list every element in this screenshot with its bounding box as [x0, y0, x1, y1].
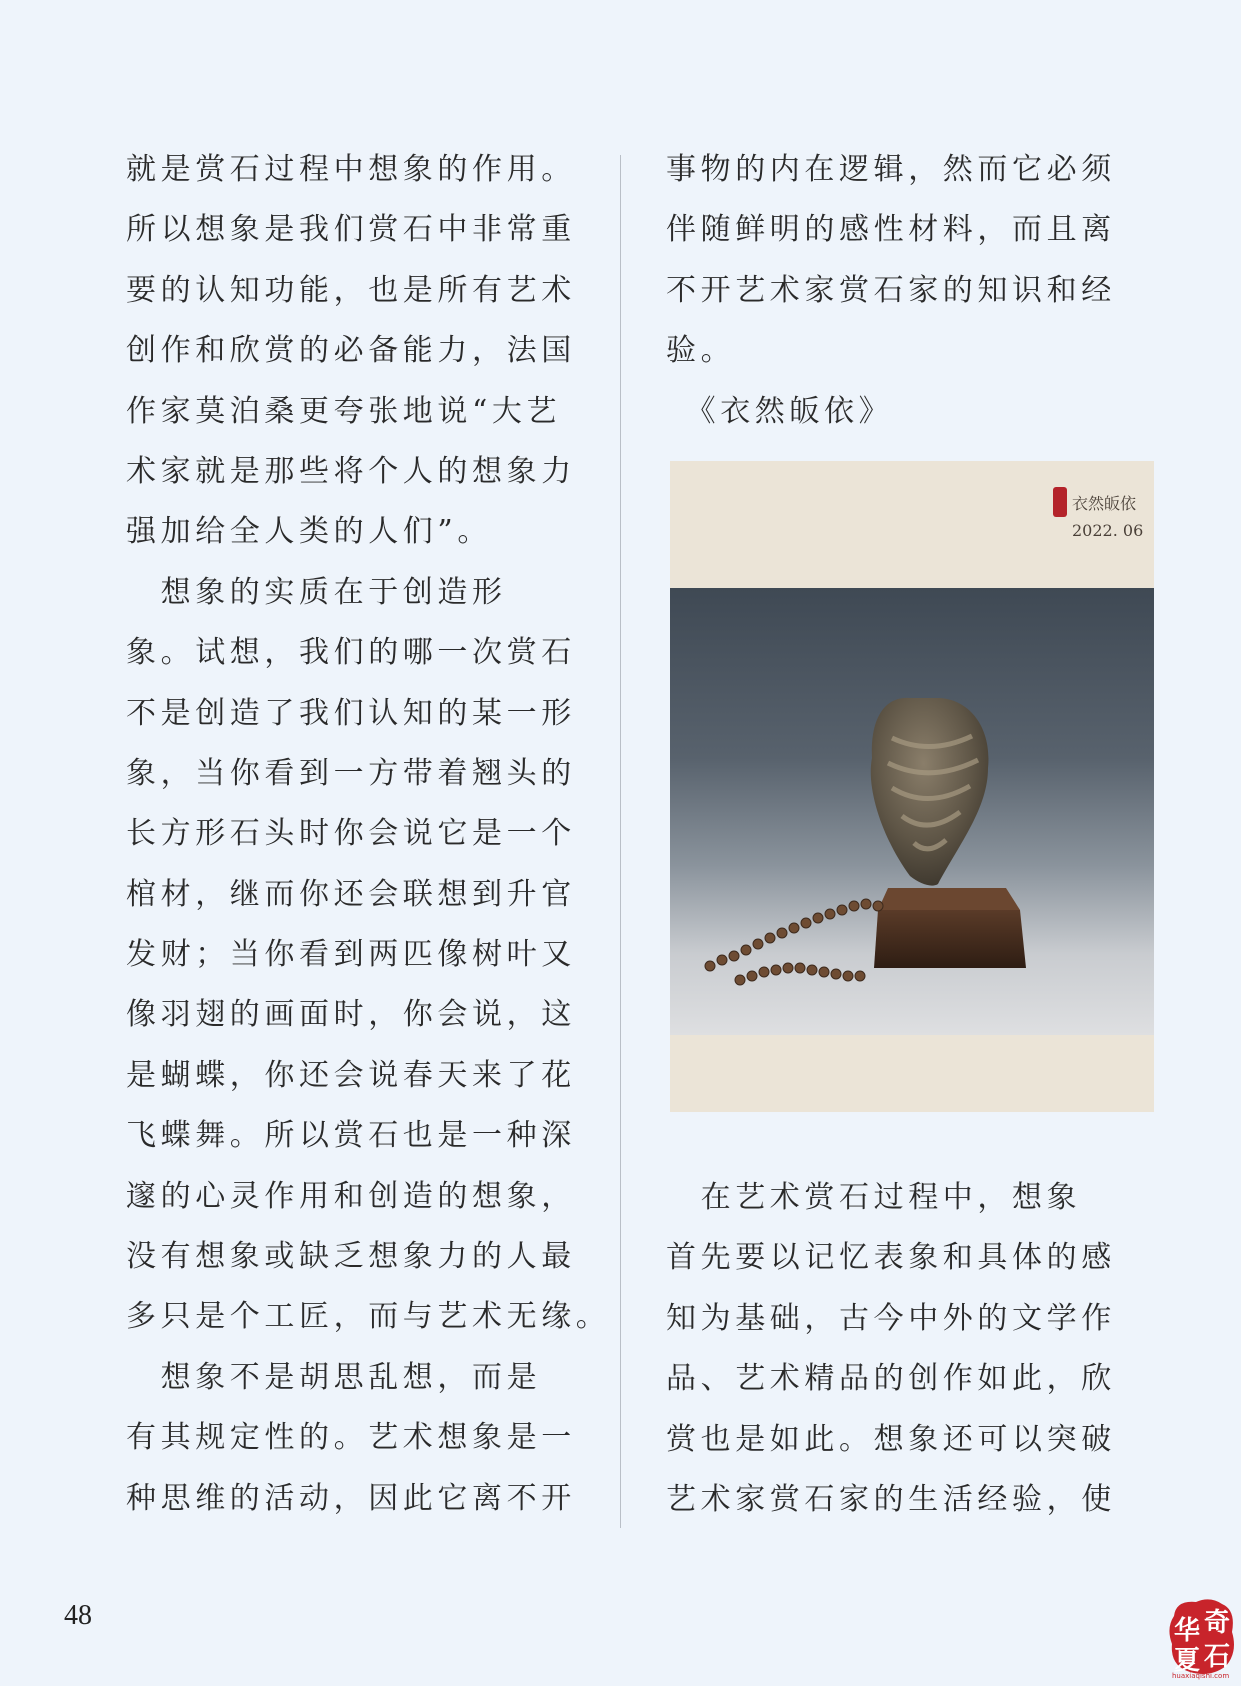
- left-column: [126, 140, 611, 1529]
- photo-image: [670, 588, 1154, 1035]
- text-line: 种思维的活动，因此它离不开: [126, 1480, 576, 1516]
- text-line: 不开艺术家赏石家的知识和经: [666, 272, 1116, 308]
- logo-char-1: 华: [1174, 1616, 1201, 1646]
- page-number: 48: [64, 1600, 92, 1631]
- text-line: 在艺术赏石过程中，想象: [666, 1180, 1082, 1215]
- text-line: 验。: [666, 333, 736, 369]
- text-line: 没有想象或缺乏想象力的人最: [126, 1239, 576, 1275]
- text-line: 创作和欣赏的必备能力，法国: [126, 333, 576, 369]
- text-line: 《衣然皈依》: [666, 393, 894, 429]
- right-column-bottom: [666, 1168, 1136, 1530]
- text-line: 想象不是胡思乱想，而是: [126, 1359, 542, 1395]
- logo-char-3: 夏: [1174, 1646, 1201, 1676]
- text-line: 是蝴蝶，你还会说春天来了花: [126, 1057, 576, 1093]
- text-line: 有其规定性的。艺术想象是一: [126, 1420, 576, 1456]
- text-line: 强加给全人类的人们”。: [126, 514, 492, 550]
- text-line: 知为基础，古今中外的文学作: [666, 1300, 1116, 1336]
- text-line: 不是创造了我们认知的某一形: [126, 695, 576, 731]
- text-line: 象。试想，我们的哪一次赏石: [126, 635, 576, 671]
- text-line: 品、艺术精品的创作如此，欣: [666, 1361, 1116, 1397]
- text-line: 想象的实质在于创造形: [126, 574, 507, 610]
- text-line: 作家莫泊桑更夸张地说“大艺: [126, 393, 562, 429]
- site-logo: [1166, 1596, 1238, 1682]
- logo-url: huaxiaqishi.com: [1172, 1672, 1230, 1680]
- text-line: 所以想象是我们赏石中非常重: [126, 212, 576, 248]
- text-line: 事物的内在逻辑，然而它必须: [666, 152, 1116, 187]
- text-line: 邃的心灵作用和创造的想象，: [126, 1178, 576, 1214]
- text-line: 伴随鲜明的感性材料，而且离: [666, 212, 1116, 248]
- text-line: 像羽翅的画面时，你会说，这: [126, 997, 576, 1033]
- text-line: 发财；当你看到两匹像树叶又: [126, 937, 576, 973]
- column-divider: [620, 155, 621, 1528]
- red-seal-icon: [1053, 487, 1067, 517]
- logo-char-4: 石: [1204, 1642, 1231, 1672]
- logo-char-2: 奇: [1204, 1608, 1231, 1638]
- text-line: 首先要以记忆表象和具体的感: [666, 1240, 1116, 1276]
- text-line: 飞蝶舞。所以赏石也是一种深: [126, 1118, 576, 1154]
- text-line: 象，当你看到一方带着翘头的: [126, 755, 576, 791]
- text-line: 要的认知功能，也是所有艺术: [126, 272, 576, 308]
- right-column-top: [666, 140, 1136, 442]
- photo-title: 衣然皈依: [1072, 494, 1137, 513]
- text-line: 多只是个工匠，而与艺术无缘。: [126, 1299, 611, 1335]
- text-line: 赏也是如此。想象还可以突破: [666, 1421, 1116, 1457]
- text-line: 棺材，继而你还会联想到升官: [126, 876, 576, 912]
- text-line: 就是赏石过程中想象的作用。: [126, 152, 576, 187]
- photo-date: 2022. 06: [1072, 521, 1144, 540]
- text-line: 长方形石头时你会说它是一个: [126, 816, 576, 852]
- stone-sculpture-image: [670, 588, 1154, 1035]
- text-line: 艺术家赏石家的生活经验，使: [666, 1481, 1116, 1517]
- stone-photo: [670, 461, 1154, 1112]
- text-line: 术家就是那些将个人的想象力: [126, 453, 576, 489]
